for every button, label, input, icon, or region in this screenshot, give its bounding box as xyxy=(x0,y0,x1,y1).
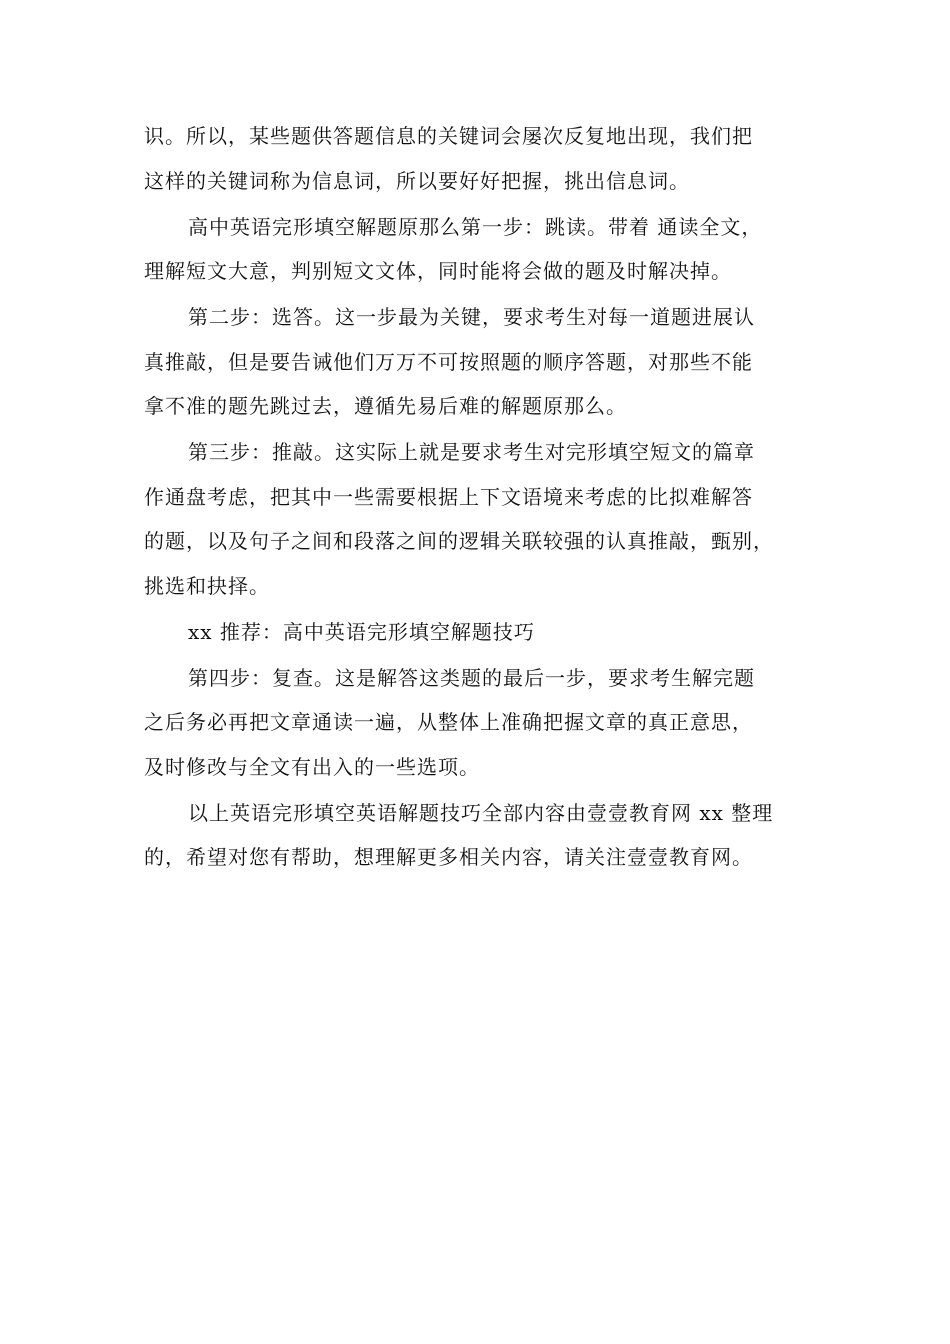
paragraph-2 xyxy=(144,205,824,294)
text-line: 理解短文大意，判别短文文体，同时能将会做的题及时解决掉。 xyxy=(144,259,732,283)
text-line: 挑选和抉择。 xyxy=(144,573,270,598)
text-line: 作通盘考虑，把其中一些需要根据上下文语境来考虑的比拟难解答 xyxy=(144,484,753,509)
text-line: 真推敲，但是要告诫他们万万不可按照题的顺序答题，对那些不能 xyxy=(144,349,753,374)
document-body xyxy=(144,114,824,881)
text-line: 这样的关键词称为信息词，所以要好好把握，挑出信息词。 xyxy=(144,168,690,193)
paragraph-4 xyxy=(144,430,824,608)
text-line: 识。所以，某些题供答题信息的关键词会屡次反复地出现，我们把 xyxy=(144,124,753,148)
paragraph-1 xyxy=(144,114,824,203)
text-line: 第二步：选答。这一步最为关键，要求考生对每一道题进展认 xyxy=(188,305,755,329)
paragraph-3 xyxy=(144,295,824,429)
paragraph-7 xyxy=(144,791,824,880)
text-line: 及时修改与全文有出入的一些选项。 xyxy=(144,754,480,779)
text-line: 第三步：推敲。这实际上就是要求考生对完形填空短文的篇章 xyxy=(188,440,755,464)
text-line: 高中英语完形填空解题原那么第一步：跳读。带着 通读全文， xyxy=(188,214,763,239)
text-line: 的题，以及句子之间和段落之间的逻辑关联较强的认真推敲，甄别， xyxy=(144,529,774,553)
text-line: xx 推荐：高中英语完形填空解题技巧 xyxy=(188,619,535,644)
text-line: 之后务必再把文章通读一遍，从整体上准确把握文章的真正意思， xyxy=(144,710,753,734)
text-line: 第四步：复查。这是解答这类题的最后一步，要求考生解完题 xyxy=(188,665,755,690)
paragraph-6 xyxy=(144,656,824,790)
paragraph-5 xyxy=(144,610,824,655)
text-line: 以上英语完形填空英语解题技巧全部内容由壹壹教育网 xx 整理 xyxy=(188,800,774,825)
text-line: 的，希望对您有帮助，想理解更多相关内容，请关注壹壹教育网。 xyxy=(144,845,753,869)
text-line: 拿不准的题先跳过去，遵循先易后难的解题原那么。 xyxy=(144,394,627,418)
